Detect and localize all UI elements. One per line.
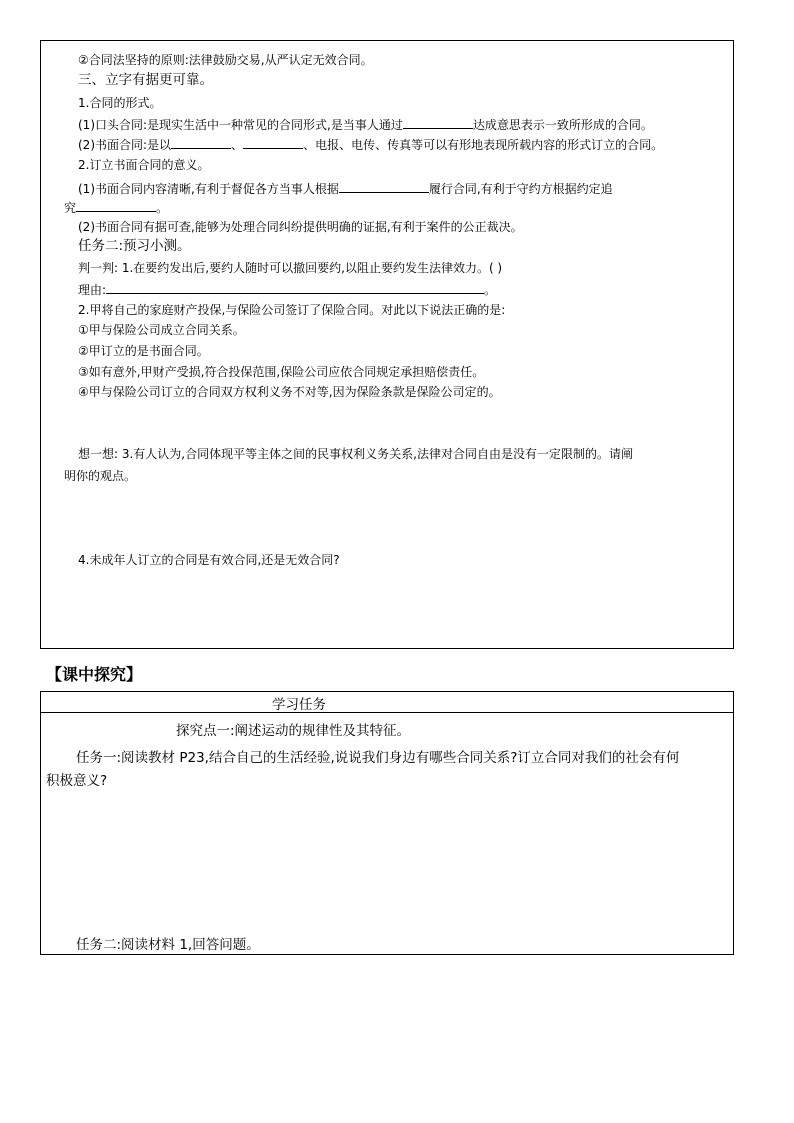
significance-cont-text-a: 究 xyxy=(64,201,77,215)
written-contract-significance-heading: 2.订立书面合同的意义。 xyxy=(78,158,210,172)
oral-contract-text-b: 达成意思表示一致所形成的合同。 xyxy=(472,118,653,132)
task-one-line-1: 任务一:阅读教材 P23,结合自己的生活经验,说说我们身边有哪些合同关系?订立合同对我们的社会有何 xyxy=(76,750,680,766)
written-contract-text-a: (2)书面合同:是以 xyxy=(78,138,172,152)
contract-law-principle: ②合同法坚持的原则:法律鼓励交易,从严认定无效合同。 xyxy=(78,53,373,67)
option-3: ③如有意外,甲财产受损,符合投保范围,保险公司应依合同规定承担赔偿责任。 xyxy=(78,365,485,379)
table-header: 学习任务 xyxy=(272,697,326,713)
fill-blank[interactable] xyxy=(339,180,429,193)
significance-line-2: (2)书面合同有据可查,能够为处理合同纠纷提供明确的证据,有利于案件的公正裁决。 xyxy=(78,220,523,234)
option-1: ①甲与保险公司成立合同关系。 xyxy=(78,323,245,337)
inquiry-point-one: 探究点一:阐述运动的规律性及其特征。 xyxy=(176,723,411,739)
fill-blank[interactable] xyxy=(171,136,231,149)
significance-line-1-cont xyxy=(64,199,168,216)
written-contract-line xyxy=(78,136,663,153)
section-three-title: 三、立字有据更可靠。 xyxy=(78,72,213,88)
contract-forms-heading: 1.合同的形式。 xyxy=(78,96,162,110)
significance-text-b: 履行合同,有利于守约方根据约定追 xyxy=(428,182,613,196)
written-contract-text-b: 、电报、电传、传真等可以有形地表现所载内容的形式订立的合同。 xyxy=(303,138,664,152)
think-question: 想一想: 3.有人认为,合同体现平等主体之间的民事权利义务关系,法律对合同自由是没有一定限制的。请阐 xyxy=(78,447,633,461)
task-two-prompt: 任务二:阅读材料 1,回答问题。 xyxy=(76,937,260,953)
written-contract-separator: 、 xyxy=(231,138,244,152)
judge-question: 判一判: 1.在要约发出后,要约人随时可以撤回要约,以阻止要约发生法律效力。( ) xyxy=(78,261,503,275)
task-one-line-2: 积极意义? xyxy=(46,773,108,789)
insurance-question: 2.甲将自己的家庭财产投保,与保险公司签订了保险合同。对此以下说法正确的是: xyxy=(78,303,506,317)
option-4: ④甲与保险公司订立的合同双方权利义务不对等,因为保险条款是保险公司定的。 xyxy=(78,385,501,399)
reason-line xyxy=(78,281,496,298)
task-two-title: 任务二:预习小测。 xyxy=(78,238,191,254)
fill-blank[interactable] xyxy=(243,136,303,149)
reason-label: 理由: xyxy=(78,283,107,297)
section-heading: 【课中探究】 xyxy=(46,665,143,684)
significance-text-a: (1)书面合同内容清晰,有利于督促各方当事人根据 xyxy=(78,182,339,196)
oral-contract-text-a: (1)口头合同:是现实生活中一种常见的合同形式,是当事人通过 xyxy=(78,118,403,132)
fill-blank[interactable] xyxy=(76,199,156,212)
significance-line-1 xyxy=(78,180,613,197)
significance-cont-text-b: 。 xyxy=(156,201,169,215)
oral-contract-line xyxy=(78,116,653,133)
fill-blank[interactable] xyxy=(403,116,473,129)
minor-contract-question: 4.未成年人订立的合同是有效合同,还是无效合同? xyxy=(78,553,340,567)
think-question-cont: 明你的观点。 xyxy=(64,469,137,483)
reason-period: 。 xyxy=(484,283,497,297)
table-header-divider xyxy=(40,712,734,713)
fill-blank[interactable] xyxy=(106,281,484,294)
option-2: ②甲订立的是书面合同。 xyxy=(78,344,209,358)
